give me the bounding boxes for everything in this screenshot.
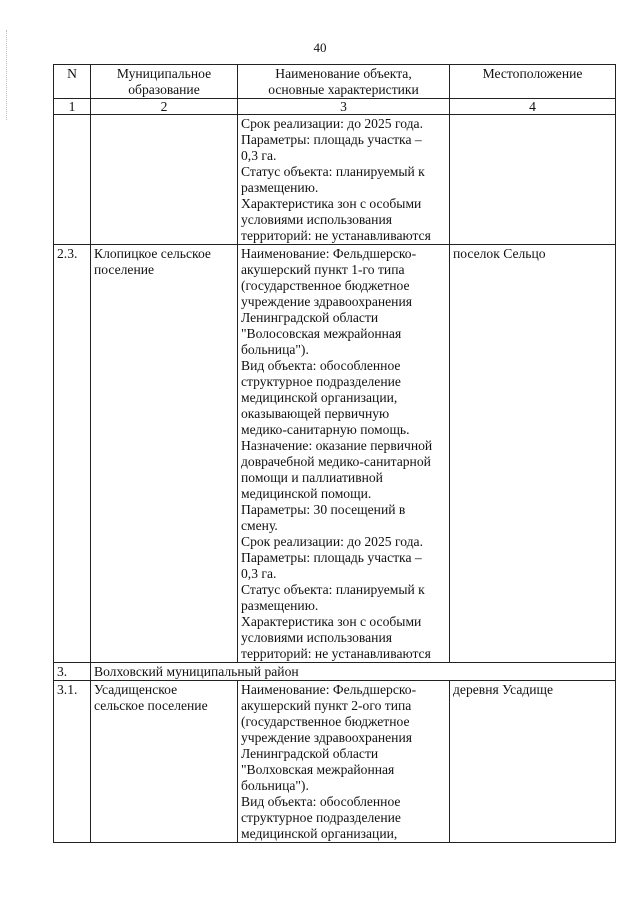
header-number: N xyxy=(54,65,91,99)
table-row xyxy=(54,245,616,663)
description-line: Параметры: 30 посещений в xyxy=(241,502,406,517)
description-line: территорий: не устанавливаются xyxy=(241,228,431,243)
column-number: 3 xyxy=(238,99,450,115)
table-section-row xyxy=(54,663,616,681)
description-line: "Волосовская межрайонная xyxy=(241,326,402,341)
header-object: Наименование объекта, основные характеристики xyxy=(238,65,450,99)
description-line: медицинской организации, xyxy=(241,390,398,405)
section-title: Волховский муниципальный район xyxy=(91,663,616,681)
row-municipality: Усадищенское сельское поселение xyxy=(91,681,238,843)
row-description xyxy=(238,115,450,245)
description-line: (государственное бюджетное xyxy=(241,714,410,729)
column-numbers-row xyxy=(54,99,616,115)
description-line: Статус объекта: планируемый к xyxy=(241,164,425,179)
description-line: Статус объекта: планируемый к xyxy=(241,582,425,597)
description-line: размещению. xyxy=(241,598,319,613)
row-number: 3.1. xyxy=(54,681,91,843)
row-municipality xyxy=(91,115,238,245)
description-line: акушерский пункт 2-ого типа xyxy=(241,698,412,713)
description-line: структурное подразделение xyxy=(241,374,401,389)
description-line: Параметры: площадь участка – xyxy=(241,550,422,565)
description-line: учреждение здравоохранения xyxy=(241,294,412,309)
table-row xyxy=(54,115,616,245)
row-number xyxy=(54,115,91,245)
facilities-table xyxy=(53,64,616,843)
description-line: Характеристика зон с особыми xyxy=(241,196,422,211)
description-line: медицинской помощи. xyxy=(241,486,372,501)
description-line: Назначение: оказание первичной xyxy=(241,438,433,453)
description-line: учреждение здравоохранения xyxy=(241,730,412,745)
description-line: Наименование: Фельдшерско- xyxy=(241,246,417,261)
description-line: условиями использования xyxy=(241,212,392,227)
description-line: Характеристика зон с особыми xyxy=(241,614,422,629)
description-line: оказывающей первичную xyxy=(241,406,390,421)
description-line: медико-санитарную помощь. xyxy=(241,422,410,437)
table-row xyxy=(54,681,616,843)
description-line: структурное подразделение xyxy=(241,810,401,825)
description-line: медицинской организации, xyxy=(241,826,398,841)
description-line: доврачебной медико-санитарной xyxy=(241,454,431,469)
row-description xyxy=(238,681,450,843)
row-location: поселок Сельцо xyxy=(450,245,616,663)
description-line: "Волховская межрайонная xyxy=(241,762,395,777)
column-number: 2 xyxy=(91,99,238,115)
description-line: размещению. xyxy=(241,180,319,195)
description-line: акушерский пункт 1-го типа xyxy=(241,262,405,277)
page-number: 40 xyxy=(313,40,327,55)
description-line: Ленинградской области xyxy=(241,310,379,325)
description-line: Срок реализации: до 2025 года. xyxy=(241,534,423,549)
description-line: больница"). xyxy=(241,342,309,357)
description-line: Параметры: площадь участка – xyxy=(241,132,422,147)
description-line: Наименование: Фельдшерско- xyxy=(241,682,417,697)
column-number: 1 xyxy=(54,99,91,115)
row-location xyxy=(450,115,616,245)
table-header-row xyxy=(54,65,616,99)
description-line: смену. xyxy=(241,518,278,533)
description-line: больница"). xyxy=(241,778,309,793)
row-description xyxy=(238,245,450,663)
header-municipality: Муниципальное образование xyxy=(91,65,238,99)
column-number: 4 xyxy=(450,99,616,115)
description-line: (государственное бюджетное xyxy=(241,278,410,293)
row-number: 3. xyxy=(54,663,91,681)
description-line: территорий: не устанавливаются xyxy=(241,646,431,661)
header-location: Местоположение xyxy=(450,65,616,99)
description-line: 0,3 га. xyxy=(241,566,277,581)
description-line: Срок реализации: до 2025 года. xyxy=(241,116,423,131)
description-line: Вид объекта: обособленное xyxy=(241,358,401,373)
description-line: Вид объекта: обособленное xyxy=(241,794,401,809)
description-line: 0,3 га. xyxy=(241,148,277,163)
description-line: помощи и паллиативной xyxy=(241,470,383,485)
description-line: Ленинградской области xyxy=(241,746,379,761)
row-number: 2.3. xyxy=(54,245,91,663)
row-municipality: Клопицкое сельское поселение xyxy=(91,245,238,663)
row-location: деревня Усадище xyxy=(450,681,616,843)
description-line: условиями использования xyxy=(241,630,392,645)
